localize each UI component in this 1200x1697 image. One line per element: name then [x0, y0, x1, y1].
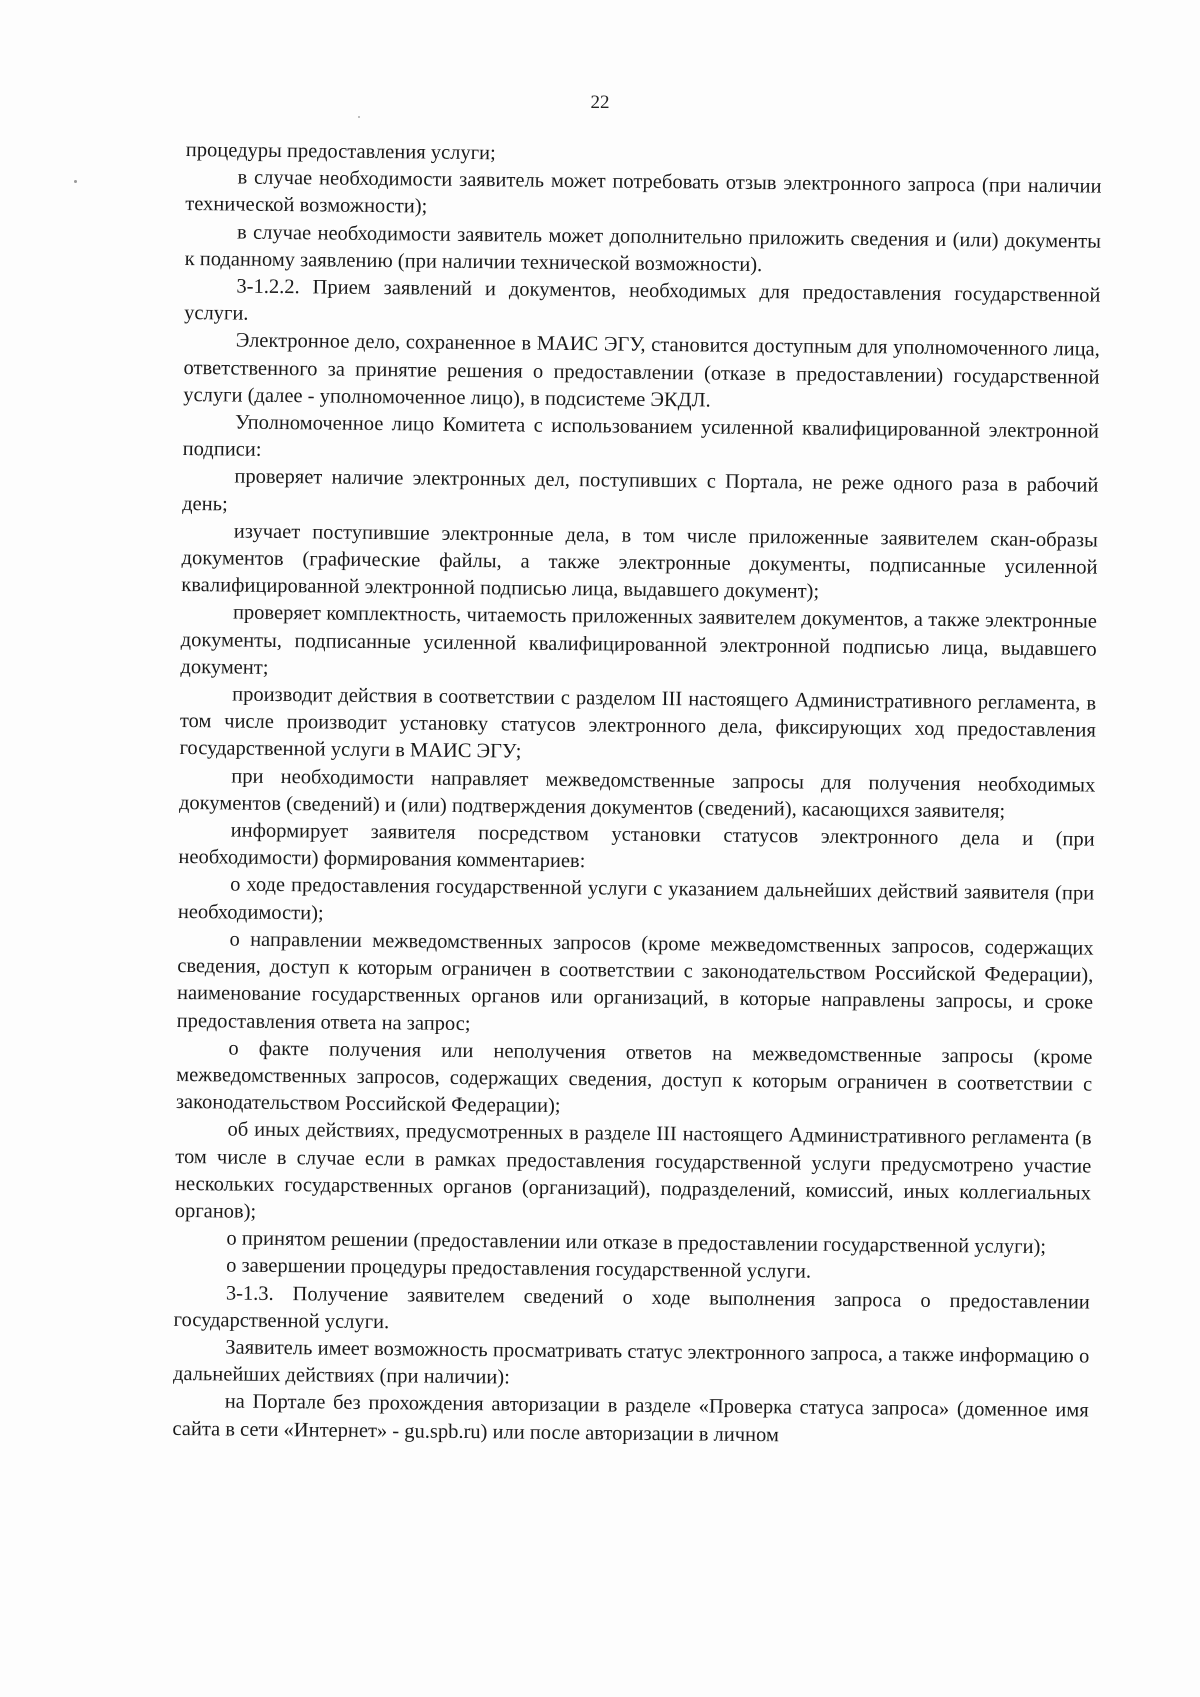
list-item: производит действия в соответствии с разделом III настоящего Административного регламента, в том числе производит установку статусов электронного дела, фиксирующих ход предоставления государственной услуги в МАИС ЭГУ;: [179, 683, 1097, 764]
list-item: проверяет наличие электронных дел, поступивших с Портала, не реже одного раза в рабочий день;: [182, 465, 1099, 516]
paragraph: процедуры предоставления услуги;: [185, 138, 496, 165]
list-item: об иных действиях, предусмотренных в разделе III настоящего Административного регламента (в том числе в случае если в рамках предоставления государственной услуги предусмотрено участие нескольких государственных органов (организаций), подразделений, комиссий, иных коллегиальных органов);: [174, 1118, 1092, 1223]
list-item: о факте получения или неполучения ответов на межведомственные запросы (кроме межведомственных запросов, содержащих сведения, доступ к которым ограничен в соответствии с законодательством Российской Федерации);: [175, 1037, 1093, 1118]
list-item: о завершении процедуры предоставления государственной услуги.: [226, 1254, 812, 1283]
list-item: о ходе предоставления государственной услуги с указанием дальнейших действий заявителя (при необходимости);: [177, 873, 1095, 925]
list-item: о принятом решении (предоставлении или отказе в предоставлении государственной услуги);: [226, 1227, 1047, 1259]
scan-speck: [358, 116, 360, 118]
page-number: 22: [590, 92, 610, 113]
list-item: информирует заявителя посредством установки статусов электронного дела и (при необходимости) формирования комментариев:: [178, 819, 1095, 873]
section-heading-3-1-2-2: 3-1.2.2. Прием заявлений и документов, необходимых для предоставления государственной услуги.: [184, 275, 1101, 325]
document-body: [172, 137, 1102, 1452]
list-item: о направлении межведомственных запросов (кроме межведомственных запросов, содержащих сведения, доступ к которым ограничен в соответствии с законодательством Российской Федерации), наименование государственных органов или организаций, в которые направлены запросы, и сроке предоставления ответа на запрос;: [176, 928, 1094, 1035]
paragraph: Уполномоченное лицо Комитета с использованием усиленной квалифицированной электронной подписи:: [182, 411, 1100, 462]
list-item: проверяет комплектность, читаемость приложенных заявителем документов, а также электронные документы, подписанные усиленной квалифицированной электронной подписью лица, выдавшего документ;: [180, 601, 1098, 679]
list-item: при необходимости направляет межведомственные запросы для получения необходимых документов (сведений) и (или) подтверждения документов (сведений), касающихся заявителя;: [178, 765, 1096, 823]
paragraph: Заявитель имеет возможность просматривать статус электронного запроса, а также информацию о дальнейших действиях (при наличии):: [172, 1336, 1090, 1389]
paragraph: Электронное дело, сохраненное в МАИС ЭГУ, становится доступным для уполномоченного лица, ответственного за принятие решения о предоставлении (отказе в предоставлении) государственной услуги (далее - уполномоченное лицо), в подсистеме ЭКДЛ.: [183, 329, 1100, 412]
paragraph: в случае необходимости заявитель может потребовать отзыв электронного запроса (при наличии технической возможности);: [185, 166, 1102, 218]
section-heading-3-1-3: 3-1.3. Получение заявителем сведений о ходе выполнения запроса о предоставлении государственной услуги.: [173, 1282, 1090, 1333]
list-item: изучает поступившие электронные дела, в том числе приложенные заявителем скан-образы документов (графические файлы, а также электронные документы, подписанные усиленной квалифицированной электронной подписью лица, выдавшего документ);: [181, 520, 1098, 603]
paragraph: в случае необходимости заявитель может дополнительно приложить сведения и (или) документы к поданному заявлению (при наличии технической возможности).: [184, 221, 1102, 276]
paragraph: на Портале без прохождения авторизации в разделе «Проверка статуса запроса» (доменное имя сайта в сети «Интернет» - gu.spb.ru) или после авторизации в личном: [172, 1390, 1089, 1446]
scan-speck: [74, 180, 77, 183]
